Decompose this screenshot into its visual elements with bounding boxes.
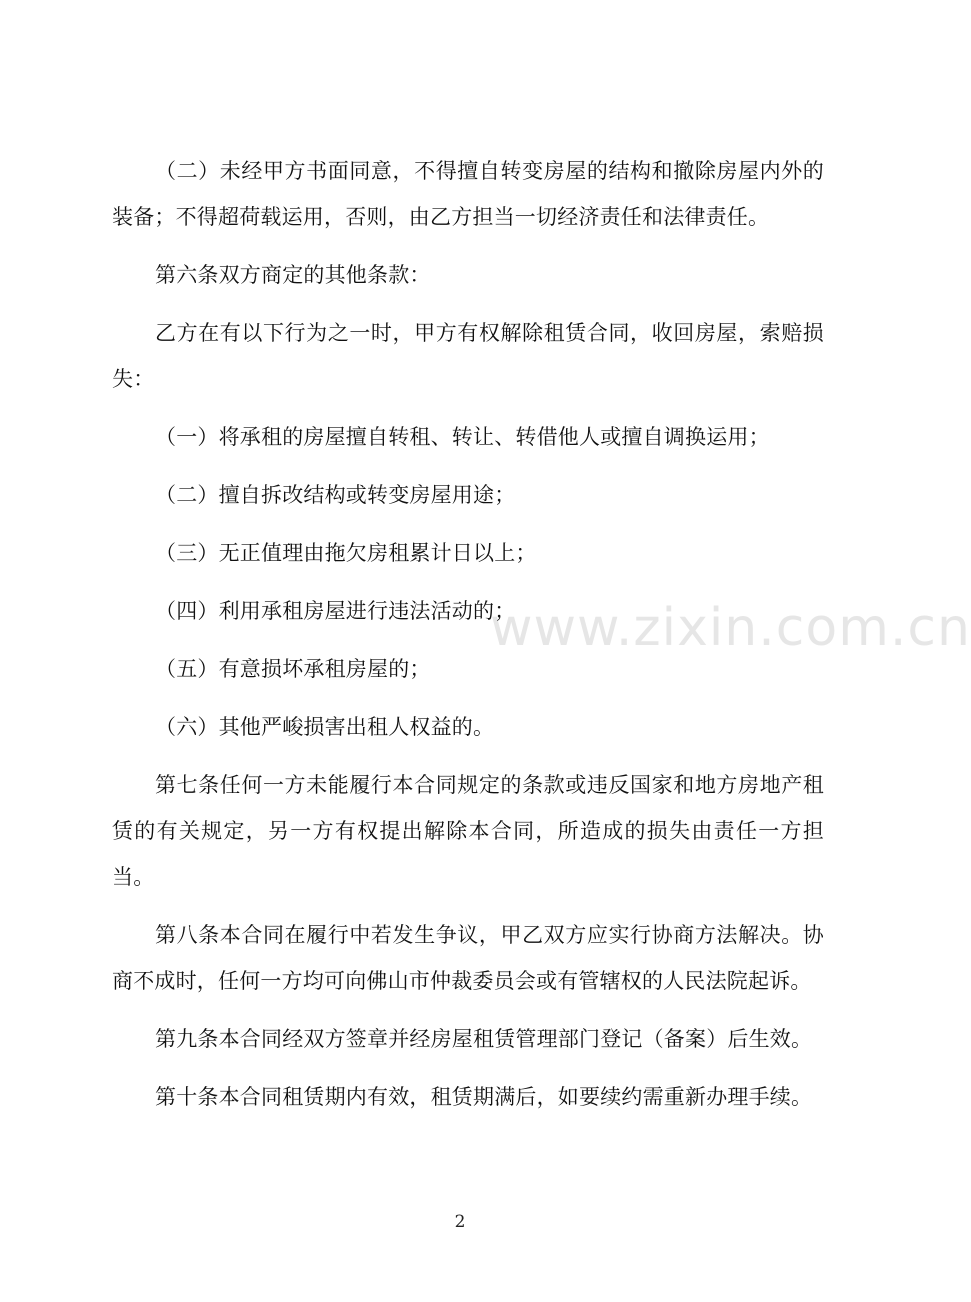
paragraph-item-5: （五）有意损坏承租房屋的；: [155, 657, 431, 681]
paragraph-article-6-heading: 第六条双方商定的其他条款：: [155, 263, 431, 287]
paragraph-article-10: 第十条本合同租赁期内有效，租赁期满后，如要续约需重新办理手续。: [155, 1085, 813, 1109]
paragraph-clause-2-alteration: （二）未经甲方书面同意，不得擅自转变房屋的结构和撤除房屋内外的装备；不得超荷载运用，否则，由乙方担当一切经济责任和法律责任。: [112, 159, 824, 229]
page-number: 2: [454, 1212, 466, 1232]
document-body: [112, 148, 824, 1132]
paragraph-item-3: （三）无正值理由拖欠房租累计日以上；: [155, 541, 537, 565]
paragraph-termination-intro: 乙方在有以下行为之一时，甲方有权解除租赁合同，收回房屋，索赔损失：: [112, 321, 824, 391]
paragraph-article-7: 第七条任何一方未能履行本合同规定的条款或违反国家和地方房地产租赁的有关规定，另一方有权提出解除本合同，所造成的损失由责任一方担当。: [112, 773, 824, 889]
paragraph-item-2: （二）擅自拆改结构或转变房屋用途；: [155, 483, 516, 507]
paragraph-item-4: （四）利用承租房屋进行违法活动的；: [155, 599, 516, 623]
watermark-text: www.zixin.com.cn: [490, 598, 971, 658]
paragraph-item-1: （一）将承租的房屋擅自转租、转让、转借他人或擅自调换运用；: [155, 425, 770, 449]
paragraph-item-6: （六）其他严峻损害出租人权益的。: [155, 715, 495, 739]
paragraph-article-8: 第八条本合同在履行中若发生争议，甲乙双方应实行协商方法解决。协商不成时，任何一方均可向佛山市仲裁委员会或有管辖权的人民法院起诉。: [112, 923, 824, 993]
paragraph-article-9: 第九条本合同经双方签章并经房屋租赁管理部门登记（备案）后生效。: [155, 1027, 813, 1051]
